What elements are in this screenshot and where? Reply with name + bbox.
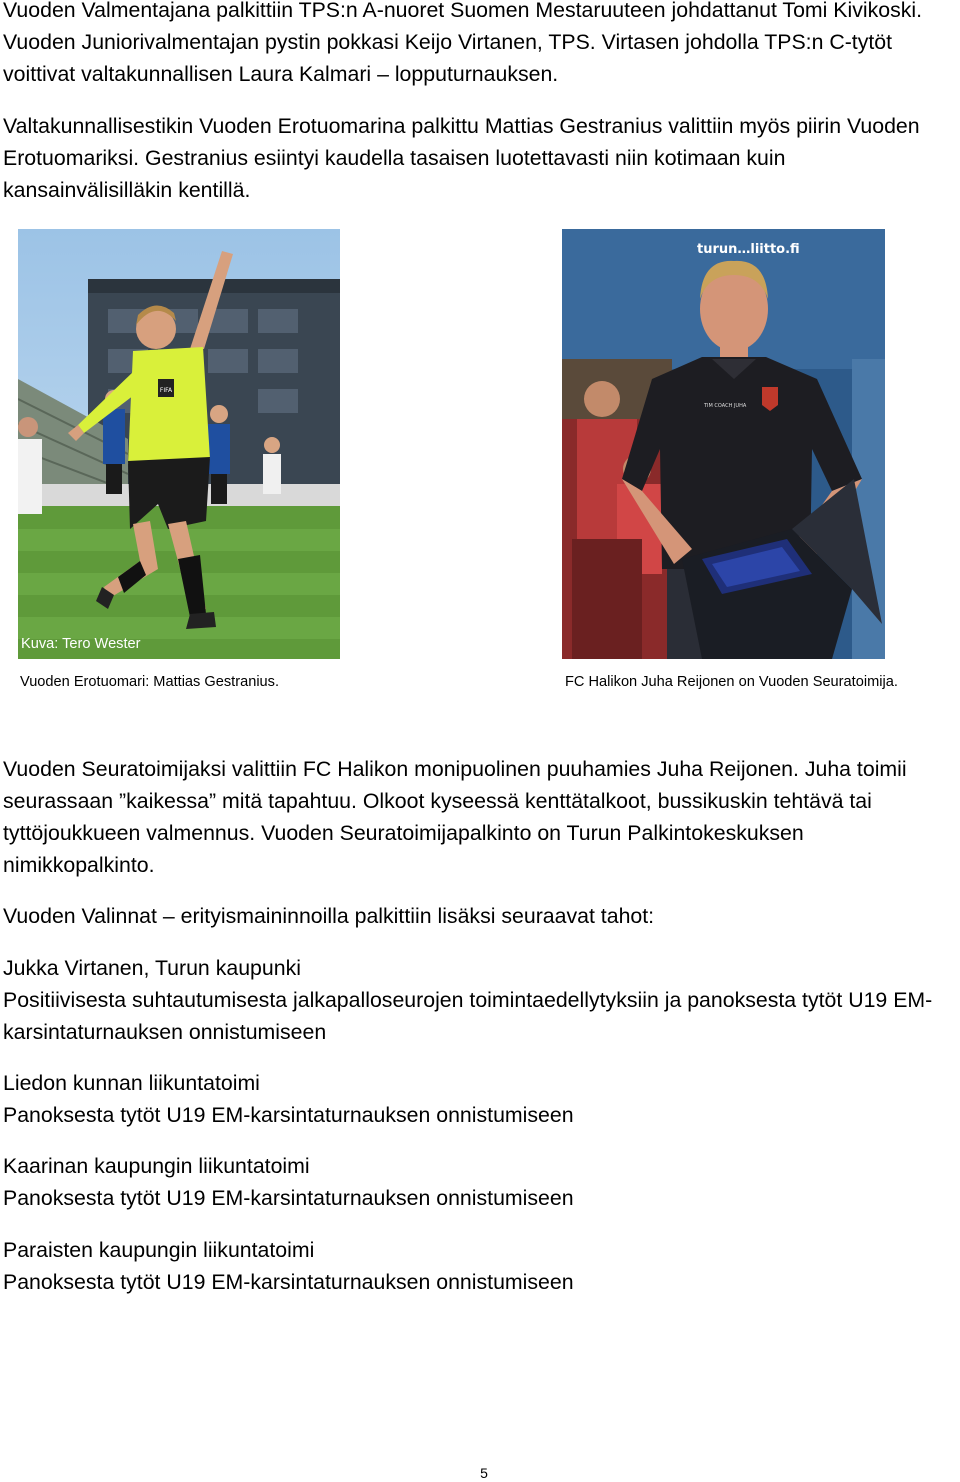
award-reason: Panoksesta tytöt U19 EM-karsintaturnauksen onnistumiseen <box>3 1186 574 1210</box>
club-volunteer-photo <box>562 229 885 659</box>
award-name: Jukka Virtanen, Turun kaupunki <box>3 956 301 980</box>
award-reason: Positiivisesta suhtautumisesta jalkapalloseurojen toimintaedellytyksiin ja panoksesta tytöt U19 EM-karsintaturnauksen onnistumiseen <box>3 988 933 1044</box>
award-reason: Panoksesta tytöt U19 EM-karsintaturnauksen onnistumiseen <box>3 1103 574 1127</box>
photo-credit: Kuva: Tero Wester <box>21 636 141 652</box>
referee-photo <box>18 229 340 659</box>
award-name: Kaarinan kaupungin liikuntatoimi <box>3 1154 310 1178</box>
award-item <box>3 952 958 1048</box>
award-name: Paraisten kaupungin liikuntatoimi <box>3 1238 315 1262</box>
page-number: 5 <box>480 1465 488 1481</box>
paragraph-club-volunteer: Vuoden Seuratoimijaksi valittiin FC Halikon monipuolinen puuhamies Juha Reijonen. Juha toimii seurassaan ”kaikessa” mitä tapahtuu. Olkoot kyseessä kenttätalkoot, bussikuskin tehtävä tai tyttöjoukkueen valmennus. Vuoden Seuratoimijapalkinto on Turun Palkintokeskuksen nimikkopalkinto. <box>3 757 907 877</box>
club-volunteer-photo-image <box>562 229 885 659</box>
award-item <box>3 1067 958 1131</box>
fifa-badge-text: FIFA <box>159 387 173 394</box>
award-reason: Panoksesta tytöt U19 EM-karsintaturnauksen onnistumiseen <box>3 1270 574 1294</box>
referee-photo-image <box>18 229 340 659</box>
paragraph-coaches: Vuoden Valmentajana palkittiin TPS:n A-nuoret Suomen Mestaruuteen johdattanut Tomi Kivikoski. Vuoden Juniorivalmentajan pystin pokkasi Keijo Virtanen, TPS. Virtasen johdolla TPS:n C-tytöt voittivat valtakunnallisen Laura Kalmari – lopputurnauksen. <box>3 0 923 86</box>
award-item <box>3 1234 958 1298</box>
backdrop-banner-text: turun…liitto.fi <box>697 242 800 257</box>
club-volunteer-photo-caption: FC Halikon Juha Reijonen on Vuoden Seuratoimija. <box>565 674 898 690</box>
paragraph-referee: Valtakunnallisestikin Vuoden Erotuomarina palkittu Mattias Gestranius valittiin myös piirin Vuoden Erotuomariksi. Gestranius esiintyi kaudella tasaisen luotettavasti niin kotimaan kuin kansainvälisilläkin kentillä. <box>3 114 920 202</box>
award-item <box>3 1150 958 1214</box>
shirt-print-text: TIM COACH JUHA <box>704 403 747 409</box>
award-name: Liedon kunnan liikuntatoimi <box>3 1071 260 1095</box>
paragraph-special-mentions-intro: Vuoden Valinnat – erityismaininnoilla palkittiin lisäksi seuraavat tahot: <box>3 904 655 928</box>
referee-photo-caption: Vuoden Erotuomari: Mattias Gestranius. <box>20 674 280 690</box>
